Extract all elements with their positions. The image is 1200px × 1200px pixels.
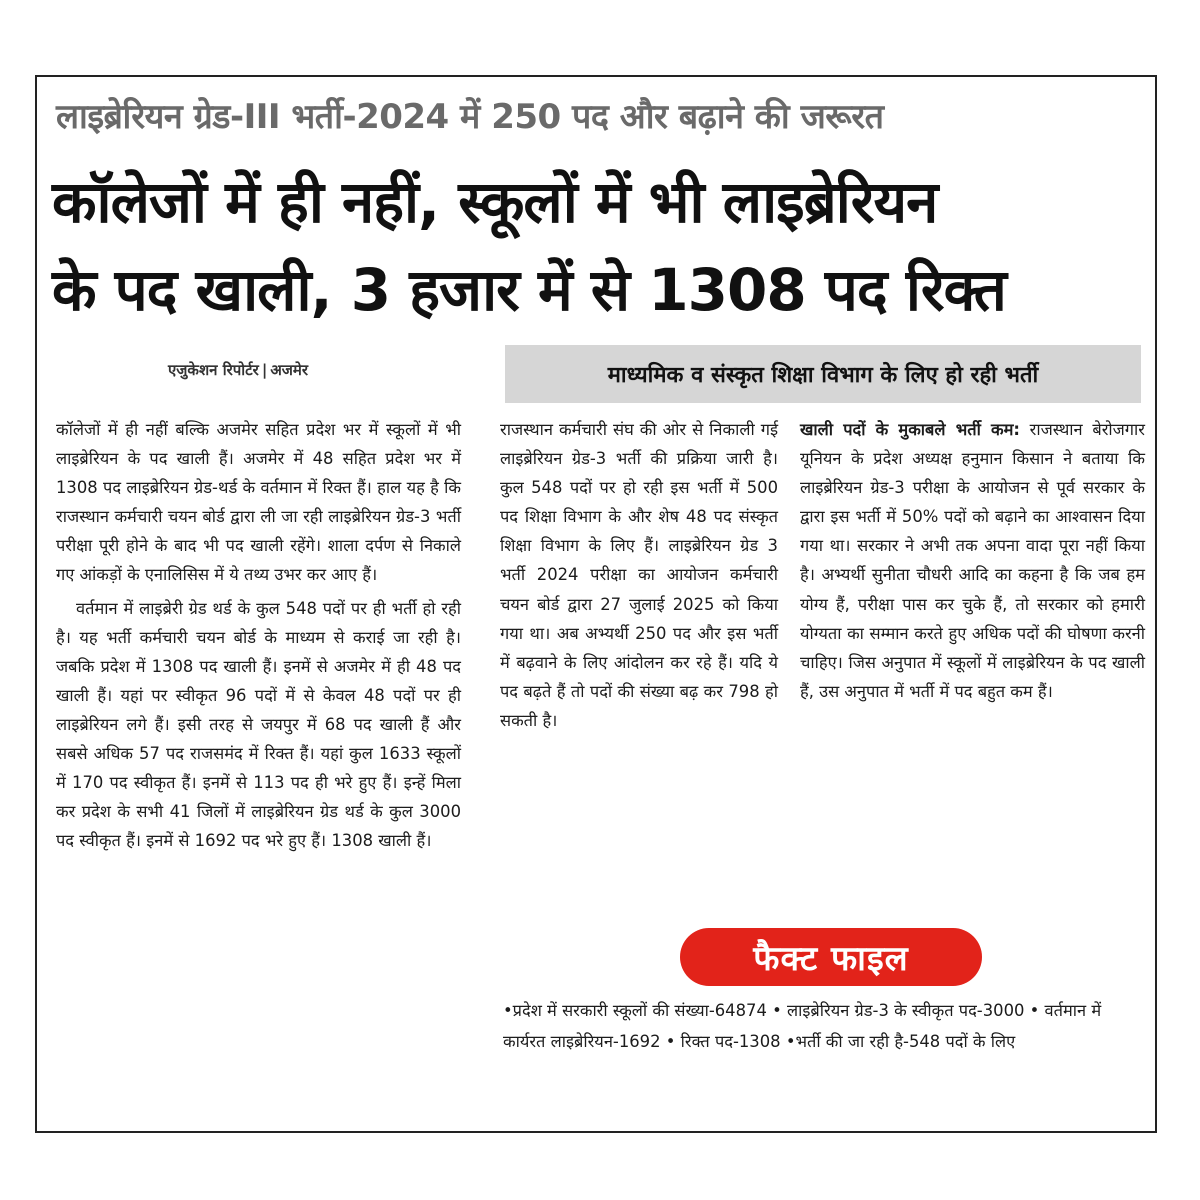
byline (168, 360, 308, 380)
fact-bullet: • (1029, 1001, 1040, 1020)
column-1-paragraph-2: वर्तमान में लाइब्रेरी ग्रेड थर्ड के कुल 548 पदों पर ही भर्ती हो रही है। यह भर्ती कर्मचारी चयन बोर्ड के माध्यम से कराई जा रही है। जबकि प्रदेश में 1308 पद खाली हैं। इनमें से अजमेर में ही 48 पद खाली हैं। यहां पर स्वीकृत 96 पदों में से केवल 48 पदों पर ही लाइब्रेरियन लगे हैं। इसी तरह से जयपुर में 68 पद खाली हैं और सबसे अधिक 57 पद राजसमंद में रिक्त हैं। यहां कुल 1633 स्कूलों में 170 पद स्वीकृत हैं। इनमें से 113 पद ही भरे हुए हैं। इन्हें मिला कर प्रदेश के सभी 41 जिलों में लाइब्रेरियन ग्रेड थर्ड के कुल 3000 पद स्वीकृत हैं। इनमें से 1692 पद भरे हुए हैं। 1308 खाली हैं। (56, 598, 461, 851)
article-column-1 (56, 415, 461, 855)
fact-item: प्रदेश में सरकारी स्कूलों की संख्या-64874 (512, 1001, 767, 1020)
fact-item: भर्ती की जा रही है-548 पदों के लिए (795, 1032, 1016, 1051)
fact-bullet: • (503, 1001, 513, 1020)
fact-bullet: • (665, 1032, 676, 1051)
fact-bullet: • (772, 1001, 782, 1020)
headline-line-1: कॉलेजों में ही नहीं, स्कूलों में भी लाइब्रेरियन (52, 168, 938, 236)
subhead-text: माध्यमिक व संस्कृत शिक्षा विभाग के लिए हो रही भर्ती (607, 363, 1039, 388)
headline-line-2: के पद खाली, 3 हजार में से 1308 पद रिक्त (52, 256, 1006, 324)
fact-item: वर्तमान में कार्यरत लाइब्रेरियन-1692 (503, 1001, 1102, 1051)
column-3-lead: खाली पदों के मुकाबले भर्ती कम: (800, 420, 1020, 439)
article-column-3 (800, 415, 1145, 706)
subhead-box (505, 345, 1141, 403)
byline-city: अजमेर (270, 361, 309, 379)
column-2-paragraph: राजस्थान कर्मचारी संघ की ओर से निकाली गई लाइब्रेरियन ग्रेड-3 भर्ती की प्रक्रिया जारी है। कुल 548 पदों पर हो रही इस भर्ती में 500 पद शिक्षा विभाग के और शेष 48 पद संस्कृत शिक्षा विभाग के लिए हैं। लाइब्रेरियन ग्रेड 3 भर्ती 2024 परीक्षा का आयोजन कर्मचारी चयन बोर्ड द्वारा 27 जुलाई 2025 को किया गया था। अब अभ्यर्थी 250 पद और इस भर्ती में बढ़वाने के लिए आंदोलन कर रहे हैं। यदि ये पद बढ़ते हैं तो पदों की संख्या बढ़ कर 798 हो सकती है। (500, 420, 778, 730)
column-3-paragraph (800, 415, 1145, 706)
fact-item: रिक्त पद-1308 (680, 1032, 781, 1051)
fact-bullet: • (785, 1032, 796, 1051)
byline-separator: | (261, 361, 268, 379)
main-headline (52, 158, 1152, 334)
kicker-headline: लाइब्रेरियन ग्रेड-III भर्ती-2024 में 250 पद और बढ़ाने की जरूरत (56, 97, 884, 137)
column-3-text: राजस्थान बेरोजगार यूनियन के प्रदेश अध्यक्ष हनुमान किसान ने बताया कि लाइब्रेरियन ग्रेड-3 परीक्षा के आयोजन से पूर्व सरकार के द्वारा इस भर्ती में 50% पदों को बढ़ाने का आश्वासन दिया गया था। सरकार ने अभी तक अपना वादा पूरा नहीं किया है। अभ्यर्थी सुनीता चौधरी आदि का कहना है कि जब हम योग्य हैं, परीक्षा पास कर चुके हैं, तो सरकार को हमारी योग्यता का सम्मान करते हुए अधिक पदों की घोषणा करनी चाहिए। जिस अनुपात में स्कूलों में लाइब्रेरियन के पद खाली हैं, उस अनुपात में भर्ती में पद बहुत कम हैं। (800, 420, 1145, 701)
fact-item: लाइब्रेरियन ग्रेड-3 के स्वीकृत पद-3000 (787, 1001, 1025, 1020)
fact-file-badge (680, 928, 982, 986)
byline-reporter: एजुकेशन रिपोर्टर (168, 361, 259, 379)
column-1-paragraph-1: कॉलेजों में ही नहीं बल्कि अजमेर सहित प्रदेश भर में स्कूलों में भी लाइब्रेरियन के पद खाली हैं। अजमेर में 48 सहित प्रदेश भर में 1308 पद लाइब्रेरियन ग्रेड-थर्ड के वर्तमान में रिक्त हैं। हाल यह है कि राजस्थान कर्मचारी चयन बोर्ड द्वारा ली जा रही लाइब्रेरियन ग्रेड-3 भर्ती परीक्षा पूरी होने के बाद भी पद खाली रहेंगे। शाला दर्पण से निकाले गए आंकड़ों के एनालिसिस में ये तथ्य उभर कर आए हैं। (56, 420, 461, 585)
article-column-2 (500, 415, 778, 735)
fact-file-list (503, 995, 1148, 1057)
fact-file-title: फैक्ट फाइल (753, 939, 909, 979)
